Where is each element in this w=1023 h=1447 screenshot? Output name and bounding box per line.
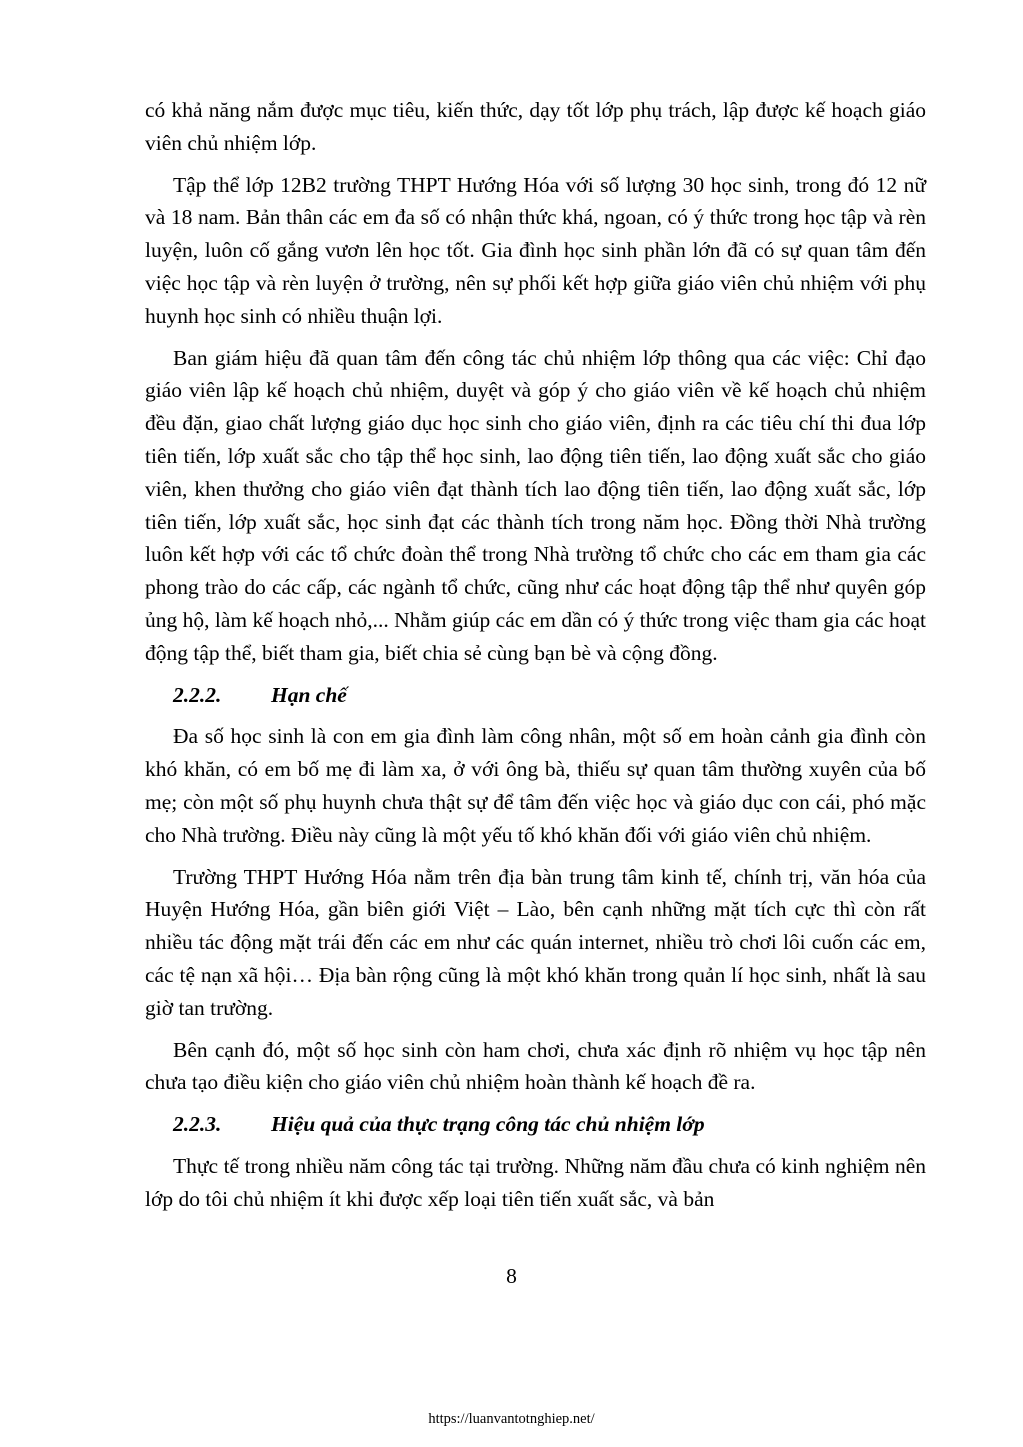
section-heading-2-2-2 xyxy=(145,679,926,712)
paragraph-school-board: Ban giám hiệu đã quan tâm đến công tác chủ nhiệm lớp thông qua các việc: Chỉ đạo giáo viên lập kế hoạch chủ nhiệm, duyệt và góp ý cho giáo viên về kế hoạch chủ nhiệm đều đặn, giao chất lượng giáo dục học sinh cho giáo viên, định ra các tiêu chí thi đua lớp tiên tiến, lớp xuất sắc cho tập thể học sinh, lao động tiên tiến, lao động xuất sắc cho giáo viên, khen thưởng cho giáo viên đạt thành tích lao động tiên tiến, lao động xuất sắc, lớp tiên tiến, lớp xuất sắc, học sinh đạt các thành tích trong năm học. Đồng thời Nhà trường luôn kết hợp với các tổ chức đoàn thể trong Nhà trường tổ chức cho các em tham gia các phong trào do các cấp, các ngành tổ chức, cũng như các hoạt động tập thể như quyên góp ủng hộ, làm kế hoạch nhỏ,... Nhằm giúp các em dần có ý thức trong việc tham gia các hoạt động tập thể, biết tham gia, biết chia sẻ cùng bạn bè và cộng đồng. xyxy=(145,345,926,665)
document-body xyxy=(145,94,926,1225)
paragraph-class-12b2: Tập thể lớp 12B2 trường THPT Hướng Hóa với số lượng 30 học sinh, trong đó 12 nữ và 18 nam. Bản thân các em đa số có nhận thức khá, ngoan, có ý thức trong học tập và rèn luyện, luôn cố gắng vươn lên học tốt. Gia đình học sinh phần lớn đã có sự quan tâm đến việc học tập và rèn luyện ở trường, nên sự phối kết hợp giữa giáo viên chủ nhiệm với phụ huynh học sinh có nhiều thuận lợi. xyxy=(145,172,926,328)
paragraph-continuation: có khả năng nắm được mục tiêu, kiến thức, dạy tốt lớp phụ trách, lập được kế hoạch giáo viên chủ nhiệm lớp. xyxy=(145,98,926,155)
section-title: Hiệu quả của thực trạng công tác chủ nhiệm lớp xyxy=(271,1112,705,1137)
paragraph-effectiveness: Thực tế trong nhiều năm công tác tại trường. Những năm đầu chưa có kinh nghiệm nên lớp do tôi chủ nhiệm ít khi được xếp loại tiên tiến xuất sắc, và bản xyxy=(145,1153,926,1211)
paragraph-limitations-students: Bên cạnh đó, một số học sinh còn ham chơi, chưa xác định rõ nhiệm vụ học tập nên chưa tạo điều kiện cho giáo viên chủ nhiệm hoàn thành kế hoạch đề ra. xyxy=(145,1037,926,1095)
footer-url: https://luanvantotnghiep.net/ xyxy=(428,1411,595,1427)
page-number: 8 xyxy=(506,1264,517,1288)
paragraph-limitations-family: Đa số học sinh là con em gia đình làm công nhân, một số em hoàn cảnh gia đình còn khó khăn, có em bố mẹ đi làm xa, ở với ông bà, thiếu sự quan tâm thường xuyên của bố mẹ; còn một số phụ huynh chưa thật sự để tâm đến việc học và giáo dục con cái, phó mặc cho Nhà trường. Điều này cũng là một yếu tố khó khăn đối với giáo viên chủ nhiệm. xyxy=(145,724,926,847)
section-title: Hạn chế xyxy=(271,682,347,707)
paragraph-limitations-location: Trường THPT Hướng Hóa nằm trên địa bàn trung tâm kinh tế, chính trị, văn hóa của Huyện Hướng Hóa, gần biên giới Việt – Lào, bên cạnh những mặt tích cực thì còn rất nhiều tác động mặt trái đến các em như các quán internet, nhiều trò chơi lôi cuốn các em, các tệ nạn xã hội… Địa bàn rộng cũng là một khó khăn trong quản lí học sinh, nhất là sau giờ tan trường. xyxy=(145,864,926,1020)
section-heading-2-2-3 xyxy=(145,1108,926,1141)
section-number: 2.2.3. xyxy=(173,1112,222,1137)
section-number: 2.2.2. xyxy=(173,682,222,707)
